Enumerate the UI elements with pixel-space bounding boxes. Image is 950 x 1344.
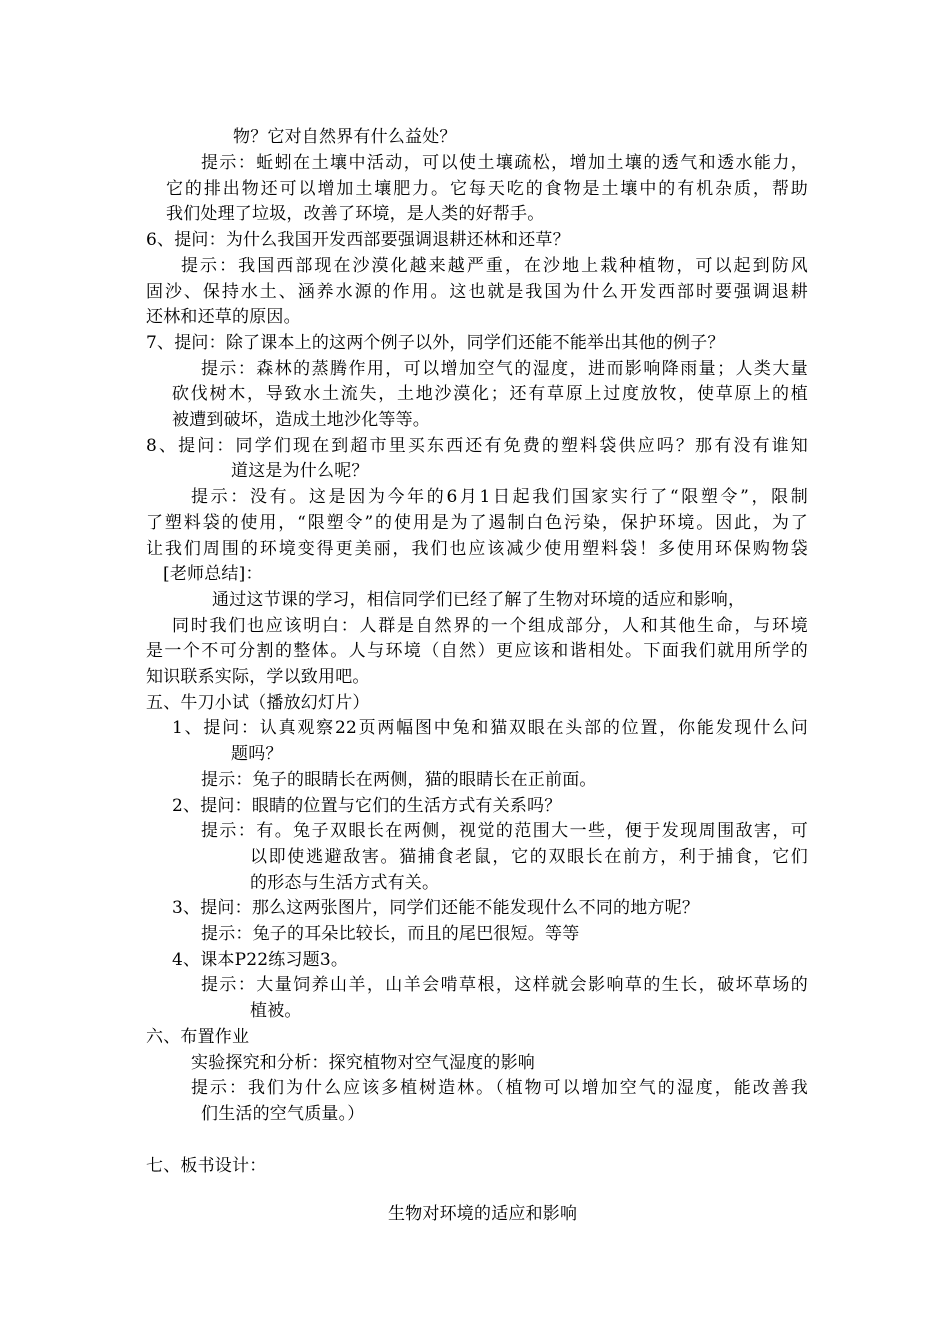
text-line: 提示：蚯蚓在土壤中活动，可以使土壤疏松，增加土壤的透气和透水能力， (201, 153, 808, 173)
text-line: 提示：没有。这是因为今年的6月1日起我们国家实行了“限塑令”，限制 (191, 487, 808, 507)
text-line: 我们处理了垃圾，改善了环境，是人类的好帮手。 (166, 204, 545, 224)
text-line: 提示：森林的蒸腾作用，可以增加空气的湿度，进而影响降雨量；人类大量 (201, 359, 808, 379)
text-line: 知识联系实际，学以致用吧。 (146, 667, 370, 687)
text-line: 还林和还草的原因。 (146, 307, 301, 327)
text-line: [老师总结]： (163, 564, 263, 584)
text-line: 们生活的空气质量。） (201, 1104, 365, 1124)
text-line: 它的排出物还可以增加土壤肥力。它每天吃的食物是土壤中的有机杂质，帮助 (166, 179, 808, 199)
text-line: 道这是为什么呢？ (231, 461, 369, 481)
text-line: 实验探究和分析：探究植物对空气湿度的影响 (191, 1053, 535, 1073)
text-line: 2、提问：眼睛的位置与它们的生活方式有关系吗？ (172, 796, 562, 816)
text-line: 提示：我国西部现在沙漠化越来越严重，在沙地上栽种植物，可以起到防风 (181, 256, 808, 276)
text-line: 6、提问：为什么我国开发西部要强调退耕还林和还草？ (146, 230, 570, 250)
text-line: 物？它对自然界有什么益处？ (233, 127, 457, 147)
section-heading: 五、牛刀小试（播放幻灯片） (146, 693, 370, 713)
text-line: 的形态与生活方式有关。 (250, 873, 440, 893)
text-line: 植被。 (250, 1001, 302, 1021)
text-line: 提示：兔子的耳朵比较长，而且的尾巴很短。等等 (201, 924, 580, 944)
text-line: 提示：有。兔子双眼长在两侧，视觉的范围大一些，便于发现周围敌害，可 (201, 821, 808, 841)
text-line: 3、提问：那么这两张图片，同学们还能不能发现什么不同的地方呢？ (172, 898, 700, 918)
section-heading: 六、布置作业 (146, 1027, 250, 1047)
text-line: 1、提问：认真观察22页两幅图中兔和猫双眼在头部的位置，你能发现什么问 (172, 718, 808, 738)
text-line: 提示：大量饲养山羊，山羊会啃草根，这样就会影响草的生长，破坏草场的 (201, 975, 808, 995)
text-line: 8、提问：同学们现在到超市里买东西还有免费的塑料袋供应吗？那有没有谁知 (146, 436, 808, 456)
text-line: 同时我们也应该明白：人群是自然界的一个组成部分，人和其他生命，与环境 (172, 616, 808, 636)
text-line: 题吗？ (231, 744, 283, 764)
text-line: 砍伐树木，导致水土流失，土地沙漠化；还有草原上过度放牧，使草原上的植 (172, 384, 808, 404)
text-line: 7、提问：除了课本上的这两个例子以外，同学们还能不能举出其他的例子？ (146, 333, 725, 353)
text-line: 是一个不可分割的整体。人与环境（自然）更应该和谐相处。下面我们就用所学的 (146, 641, 808, 661)
board-design-title: 生物对环境的适应和影响 (388, 1204, 578, 1224)
section-heading: 七、板书设计： (146, 1156, 267, 1176)
text-line: 固沙、保持水土、涵养水源的作用。这也就是我国为什么开发西部时要强调退耕 (146, 282, 808, 302)
text-line: 以即使逃避敌害。猫捕食老鼠，它的双眼长在前方，利于捕食，它们 (250, 847, 808, 867)
text-line: 4、课本P22练习题3。 (172, 950, 349, 970)
text-line: 被遭到破坏，造成土地沙化等等。 (172, 410, 430, 430)
text-line: 让我们周围的环境变得更美丽，我们也应该减少使用塑料袋！多使用环保购物袋 (146, 539, 808, 559)
text-line: 了塑料袋的使用，“限塑令”的使用是为了遏制白色污染，保护环境。因此，为了 (146, 513, 808, 533)
text-line: 提示：兔子的眼睛长在两侧，猫的眼睛长在正前面。 (201, 770, 597, 790)
text-line: 通过这节课的学习，相信同学们已经了解了生物对环境的适应和影响， (212, 590, 746, 610)
text-line: 提示：我们为什么应该多植树造林。（植物可以增加空气的湿度，能改善我 (191, 1078, 808, 1098)
